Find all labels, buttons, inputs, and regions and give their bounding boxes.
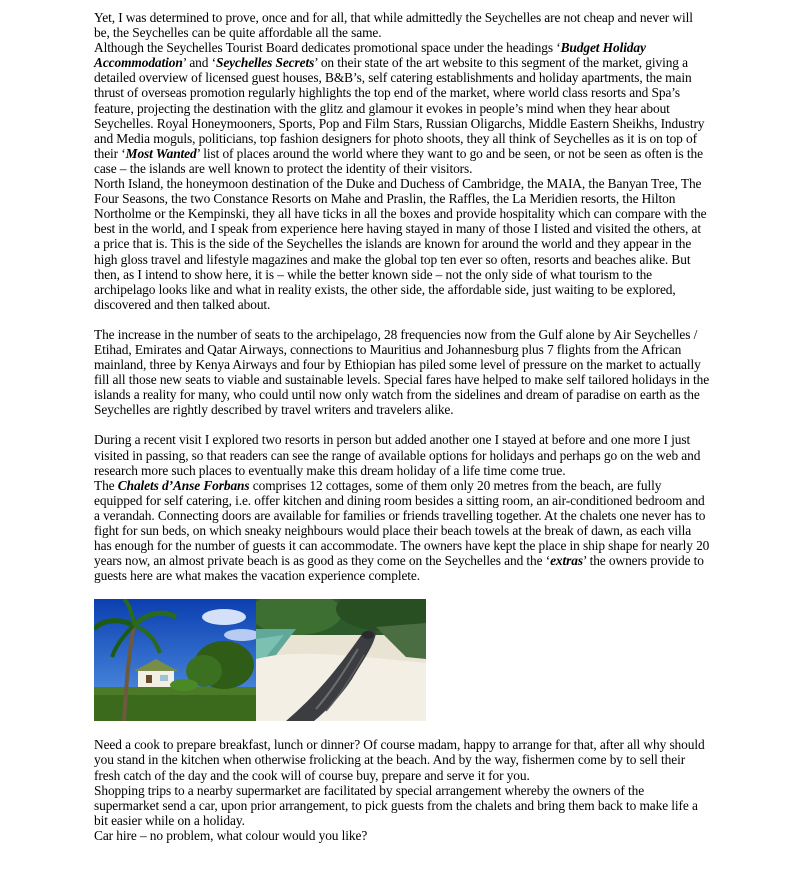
text: ’ on their state of the art website to this segment of the market, giving a detailed overview of licensed guest houses, B&B’s, self catering establishments and holiday apartments, the main thrust of overseas promotion regularly highlights the top end of the market, where world class resorts and Spa’s feature, projecting the destination with the glitz and glamour it evokes in people’s mind when they hear about Seychelles. Royal Honeymooners, Sports, Pop and Film Stars, Russian Oligarchs, Middle Eastern Sheikhs, Industry and Media moguls, politicians, top fashion designers for photo shoots, they all think of Seychelles as it is on top of their ‘	[94, 55, 705, 161]
paragraph-shopping: Shopping trips to a nearby supermarket are facilitated by special arrangement whereby the owners of the supermarket send a car, upon prior arrangement, to pick guests from the chalets and bring them back to make life a bit easier while on a holiday.	[94, 782, 698, 828]
emphasis-extras: extras	[550, 553, 583, 569]
text: Although the Seychelles Tourist Board dedicates promotional space under the headings ‘	[94, 40, 561, 56]
text: ’ and ‘	[182, 55, 216, 71]
emphasis-most-wanted: Most Wanted	[125, 145, 197, 161]
paragraph-gap	[94, 417, 710, 432]
paragraph-air-seats: The increase in the number of seats to the archipelago, 28 frequencies now from the Gulf alone by Air Seychelles / Etihad, Emirates and Qatar Airways, connections to Mauritius and Johannesburg plus 7 flights from the African mainland, three by Kenya Airways and four by Ethiopian has piled some level of pressure on the market to actually fill all those new seats to viable and sustainable levels. Special fares have helped to make self tailored holidays in the islands a reality for many, who could until now only watch from the sidelines and dream of paradise on earth as the Seychelles are rightly described by travel writers and travelers alike.	[94, 326, 710, 418]
paragraph-tourist-board	[94, 40, 710, 176]
paragraph-chalets	[94, 478, 710, 584]
paragraph-recent-visit: During a recent visit I explored two resorts in person but added another one I stayed at before and one more I just visited in passing, so that readers can see the range of available options for holidays and perhaps go on the web and research more such places to eventually make this dream holiday of a life time come true.	[94, 432, 701, 478]
text: ’ list of places around the world where they want to go and be seen, or not be seen as often is the case – the islands are well known to protect the identity of their visitors.	[94, 145, 703, 176]
paragraph-luxury-resorts: North Island, the honeymoon destination of the Duke and Duchess of Cambridge, the MAIA, the Banyan Tree, The Four Seasons, the two Constance Resorts on Mahe and Praslin, the Raffles, the La Meridien resorts, the Hilton Northolme or the Kempinski, they all have ticks in all the boxes and provide hospitality which can compare with the best in the world, and I speak from experience here having stayed in many of those I listed and visited the others, at a price that is. This is the side of the Seychelles the islands are known for around the world and they appear in the high gloss travel and lifestyle magazines and make the global top ten ever so often, resorts and beaches alike. But then, as I intend to show here, it is – while the better known side – not the only side of what tourism to the archipelago looks like and what in reality exists, the other side, the affordable side, just waiting to be explored, discovered and then talked about.	[94, 176, 707, 312]
emphasis-chalets-name: Chalets d’Anse Forbans	[117, 477, 250, 493]
paragraph-intro: Yet, I was determined to prove, once and for all, that while admittedly the Seychelles are not cheap and never will be, the Seychelles can be quite affordable all the same.	[94, 10, 693, 41]
beach-driftwood-photo	[256, 599, 426, 721]
emphasis-budget-holiday: Budget Holiday Accommodation	[94, 40, 646, 71]
paragraph-car-hire: Car hire – no problem, what colour would you like?	[94, 827, 368, 843]
emphasis-seychelles-secrets: Seychelles Secrets	[215, 55, 315, 71]
paragraph-gap	[94, 312, 710, 327]
text: ’ the owners provide to guests here are what makes the vacation experience complete.	[94, 553, 704, 584]
photo-strip	[94, 599, 426, 721]
article-page	[94, 10, 710, 843]
text: comprises 12 cottages, some of them only 20 metres from the beach, are fully equipped for self catering, i.e. offer kitchen and dining room besides a sitting room, an air-conditioned bedroom and a verandah. Connecting doors are available for families or friends travelling together. At the chalets one never has to fight for sun beds, on which sneaky neighbours would place their beach towels at the break of dawn, as each villa has enough for the number of guests it can accommodate. The owners have kept the place in ship shape for nearly 20 years now, an almost private beach is as good as they come on the Seychelles and the ‘	[94, 477, 710, 569]
chalet-garden-photo	[94, 599, 256, 721]
paragraph-cook: Need a cook to prepare breakfast, lunch or dinner? Of course madam, happy to arrange for that, after all why should you stand in the kitchen when otherwise frolicking at the beach. And by the way, fishermen come by to sell their fresh catch of the day and the cook will of course buy, prepare and serve it for you.	[94, 737, 705, 783]
text: The	[94, 477, 118, 493]
